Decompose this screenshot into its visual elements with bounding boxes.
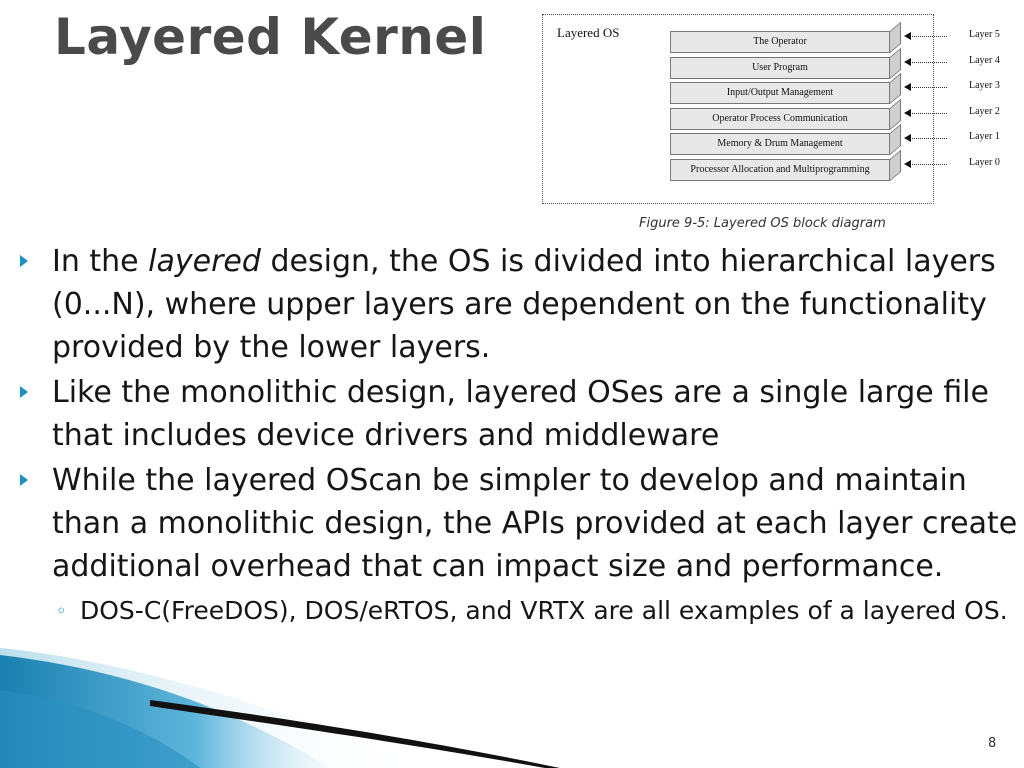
arrow-head-icon (904, 32, 911, 40)
arrow-head-icon (904, 160, 911, 168)
dotted-arrow-line (907, 113, 947, 114)
layer-box: User Program (670, 57, 890, 79)
layer-box: Input/Output Management (670, 82, 890, 104)
layered-os-diagram (542, 14, 1000, 204)
layer-tag: Layer 4 (969, 54, 1000, 66)
arrow-head-icon (904, 134, 911, 142)
bullet-emphasis: layered (148, 244, 261, 279)
dotted-arrow-line (907, 36, 947, 37)
figure-caption: Figure 9-5: Layered OS block diagram (639, 216, 886, 231)
layer-tag: Layer 5 (969, 29, 1000, 40)
bullet-list (20, 240, 1020, 628)
layer-box-side (890, 149, 901, 180)
bullet-text-end: design, the OS is divided into hierarchical layers (0...N), where upper layers are dependent on the functionality provided by the lower layers. (52, 244, 996, 365)
layer-tag: Layer 3 (969, 80, 1000, 91)
triangle-bullet-icon (20, 386, 28, 398)
dotted-arrow-line (907, 164, 947, 165)
layer-box: Operator Process Communication (670, 108, 890, 130)
sub-bullet-examples (20, 594, 1020, 628)
layer-tag: Layer 0 (969, 156, 1000, 168)
bullet-item-monolithic (20, 371, 1020, 457)
sub-bullet-text: DOS-C(FreeDOS), DOS/eRTOS, and VRTX are all examples of a layered OS. (80, 596, 1008, 625)
dotted-arrow-line (907, 87, 947, 88)
layer-box: Processor Allocation and Multiprogramming (670, 159, 890, 181)
triangle-bullet-icon (20, 255, 28, 267)
bullet-item-layered (20, 240, 1020, 369)
arrow-head-icon (904, 109, 911, 117)
bullet-text-start: In the (52, 244, 149, 279)
layer-tag: Layer 2 (969, 105, 1000, 117)
bullet-text: While the layered OScan be simpler to develop and maintain than a monolithic design, the APIs provided at each layer create additional overhead that can impact size and performance. (52, 463, 1018, 584)
layer-box: The Operator (670, 31, 890, 53)
page-number: 8 (988, 736, 997, 751)
bullet-item-overhead (20, 459, 1020, 588)
bullet-text: Like the monolithic design, layered OSes are a single large file that includes device drivers and middleware (52, 375, 989, 453)
layer-box: Memory & Drum Management (670, 133, 890, 155)
layer-tag: Layer 1 (969, 131, 1000, 142)
slide-title: Layered Kernel (54, 8, 487, 66)
arrow-head-icon (904, 83, 911, 91)
circle-bullet-icon: ◦ (56, 601, 67, 622)
triangle-bullet-icon (20, 474, 28, 486)
dotted-arrow-line (907, 62, 947, 63)
arrow-head-icon (904, 58, 911, 66)
diagram-label: Layered OS (557, 25, 620, 40)
dotted-arrow-line (907, 138, 947, 139)
